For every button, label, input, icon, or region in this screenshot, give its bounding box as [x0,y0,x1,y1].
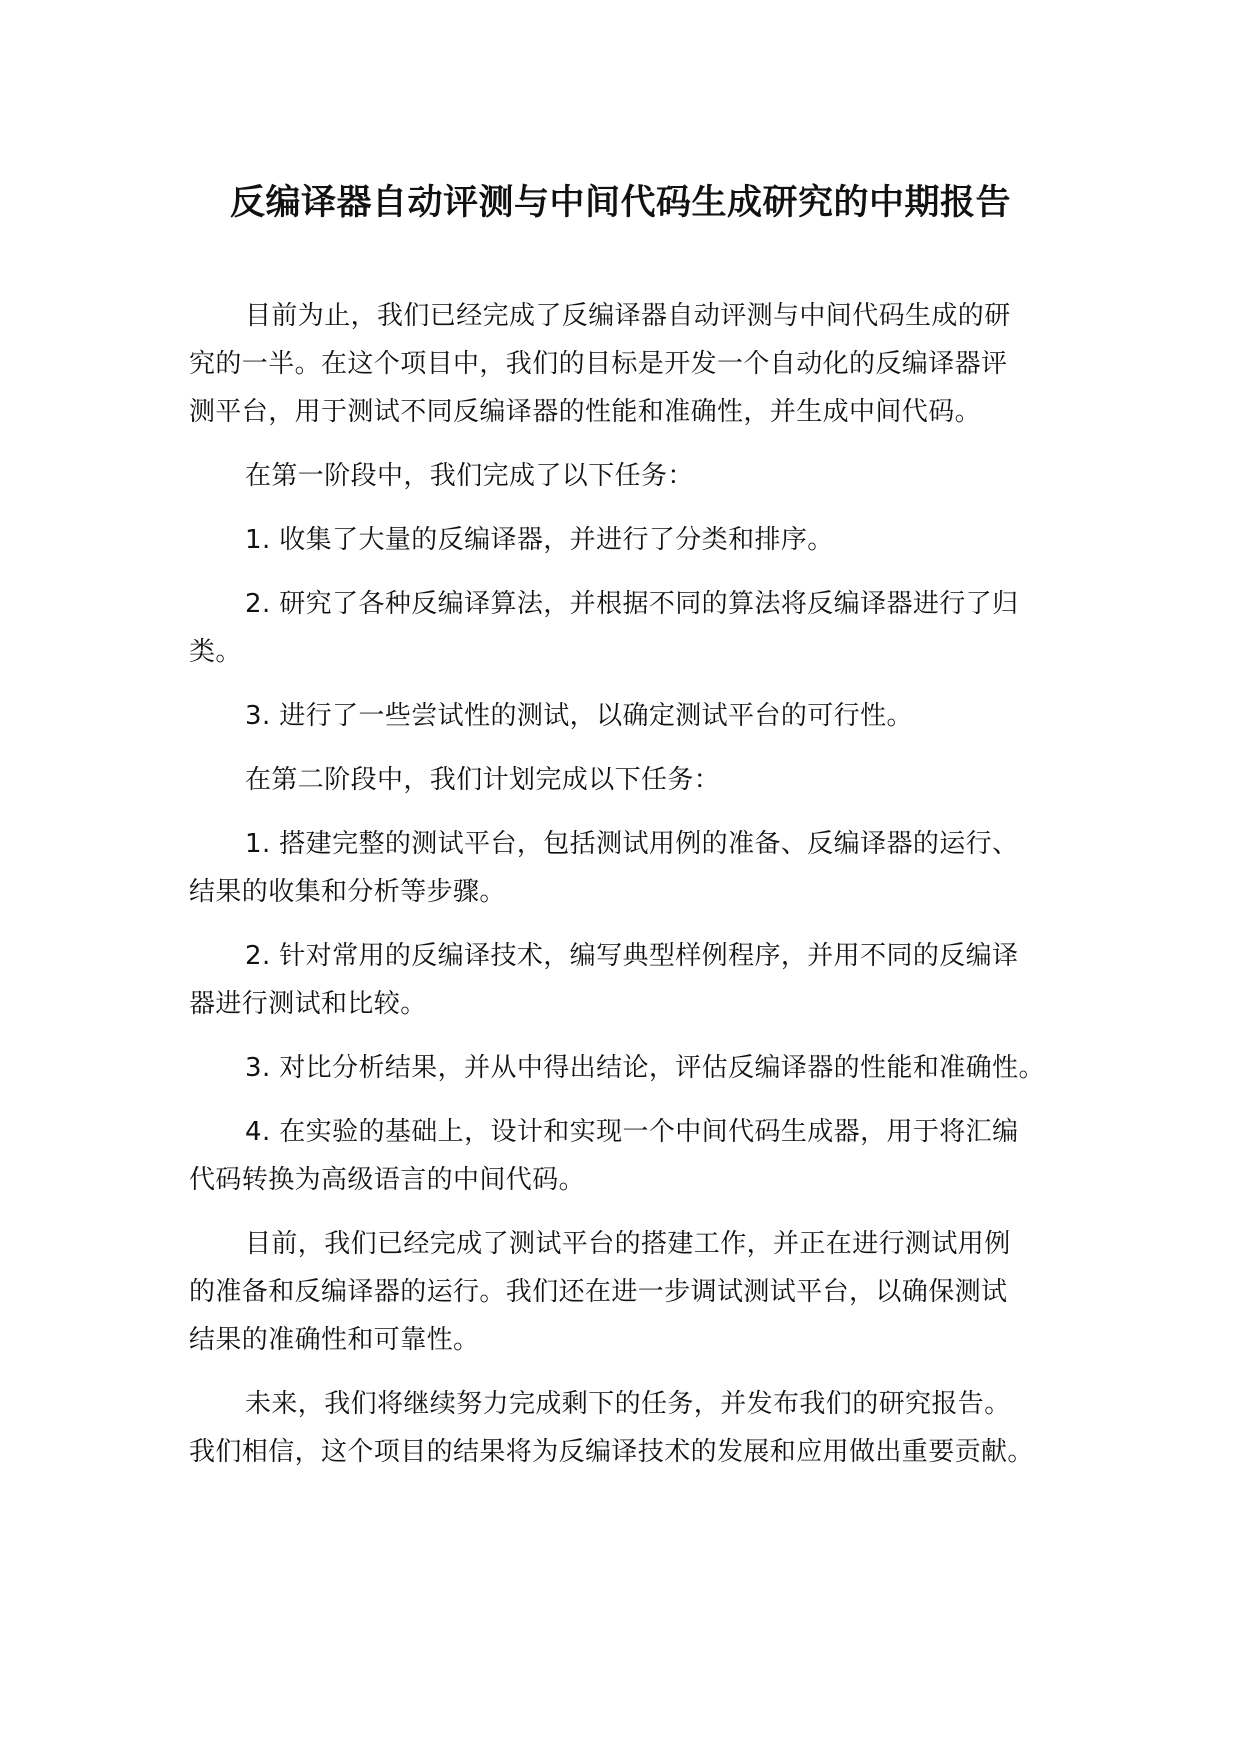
paragraph-phase1-item-2 [189,580,1049,676]
paragraph-phase2-item-4 [189,1108,1049,1204]
paragraph-phase2-item-1 [189,820,1049,916]
paragraph-phase2-heading [189,756,1049,804]
paragraph-line: 3. 对比分析结果，并从中得出结论，评估反编译器的性能和准确性。 [245,1053,1045,1083]
paragraph-line: 未来，我们将继续努力完成剩下的任务，并发布我们的研究报告。 [245,1389,1011,1419]
paragraph-line: 代码转换为高级语言的中间代码。 [189,1165,586,1195]
paragraph-line: 测平台，用于测试不同反编译器的性能和准确性，并生成中间代码。 [189,397,982,427]
paragraph-line: 结果的收集和分析等步骤。 [189,877,506,907]
paragraph-line: 我们相信，这个项目的结果将为反编译技术的发展和应用做出重要贡献。 [189,1437,1034,1467]
paragraph-line: 1. 收集了大量的反编译器，并进行了分类和排序。 [245,525,834,555]
paragraph-phase2-item-3 [189,1044,1049,1092]
paragraph-current-status [189,1220,1049,1364]
paragraph-line: 4. 在实验的基础上，设计和实现一个中间代码生成器，用于将汇编 [245,1117,1019,1147]
document-title: 反编译器自动评测与中间代码生成研究的中期报告 [229,183,1011,223]
paragraph-phase1-item-1 [189,516,1049,564]
paragraph-line: 在第二阶段中，我们计划完成以下任务： [245,765,721,795]
paragraph-line: 结果的准确性和可靠性。 [189,1325,480,1355]
paragraph-line: 1. 搭建完整的测试平台，包括测试用例的准备、反编译器的运行、 [245,829,1019,859]
paragraph-line: 究的一半。在这个项目中，我们的目标是开发一个自动化的反编译器评 [189,349,1008,379]
paragraph-intro [189,292,1049,436]
paragraph-line: 目前为止，我们已经完成了反编译器自动评测与中间代码生成的研 [245,301,1011,331]
paragraph-phase2-item-2 [189,932,1049,1028]
paragraph-line: 3. 进行了一些尝试性的测试，以确定测试平台的可行性。 [245,701,913,731]
paragraph-phase1-item-3 [189,692,1049,740]
paragraph-line: 2. 针对常用的反编译技术，编写典型样例程序，并用不同的反编译 [245,941,1019,971]
paragraph-line: 目前，我们已经完成了测试平台的搭建工作，并正在进行测试用例 [245,1229,1011,1259]
paragraph-line: 类。 [189,637,242,667]
paragraph-future [189,1380,1049,1476]
document-body [189,292,1049,1492]
paragraph-line: 2. 研究了各种反编译算法，并根据不同的算法将反编译器进行了归 [245,589,1019,619]
paragraph-line: 器进行测试和比较。 [189,989,427,1019]
paragraph-line: 的准备和反编译器的运行。我们还在进一步调试测试平台，以确保测试 [189,1277,1008,1307]
paragraph-phase1-heading [189,452,1049,500]
paragraph-line: 在第一阶段中，我们完成了以下任务： [245,461,694,491]
